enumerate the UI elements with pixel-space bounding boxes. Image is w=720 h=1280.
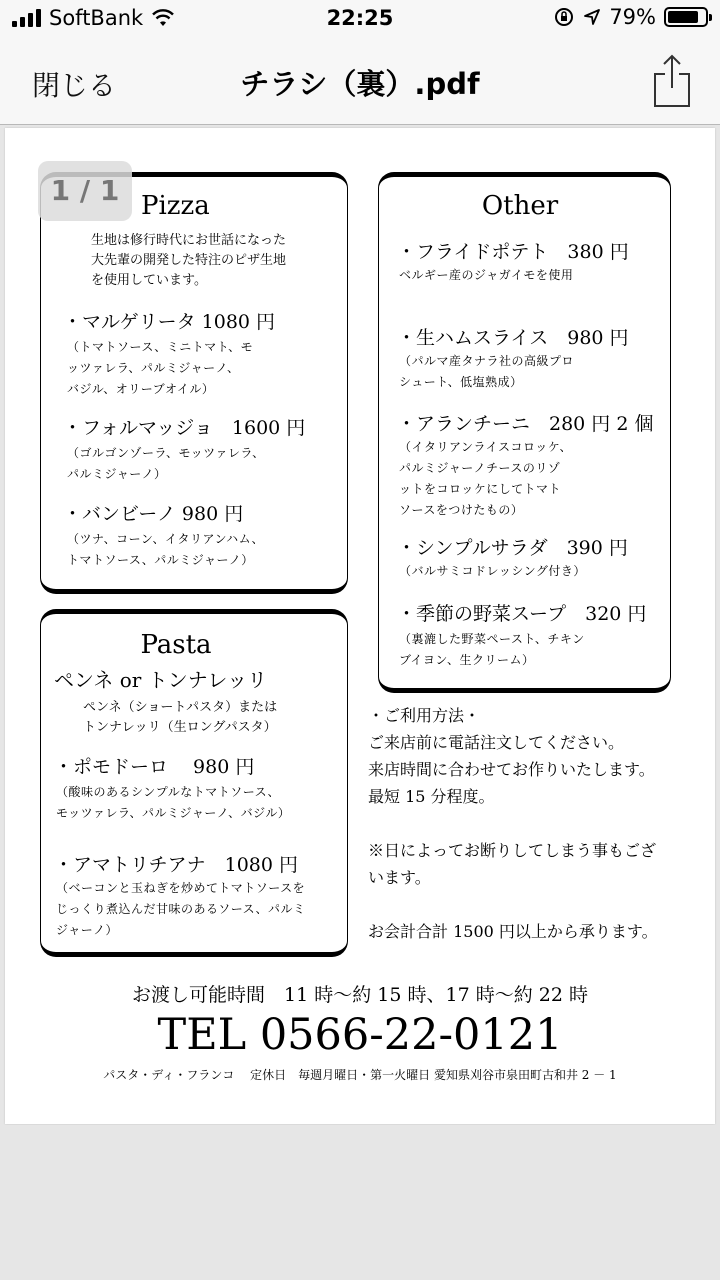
usage-minimum: お会計合計 1500 円以上から承ります。: [368, 922, 658, 941]
pasta-section: [40, 609, 348, 957]
document-title: チラシ（裏）.pdf: [240, 67, 480, 101]
clock: 22:25: [326, 6, 394, 30]
usage-line: ご来店前に電話注文してください。: [368, 733, 625, 752]
rotation-lock-icon: [553, 6, 575, 28]
share-icon[interactable]: [652, 54, 692, 108]
other-item-name: ・アランチーニ 280 円 2 個: [397, 413, 654, 435]
desc-line: （バルサミコドレッシング付き）: [399, 564, 586, 578]
desc-line: ブイヨン、生クリーム）: [399, 653, 535, 667]
desc-line: トマトソース、パルミジャーノ）: [67, 553, 254, 567]
desc-line: じっくり煮込んだ甘味のあるソース、パルミ: [56, 902, 306, 916]
pizza-section: [40, 172, 348, 594]
usage-title: ・ご利用方法・: [368, 706, 481, 725]
desc-line: ットをコロッケにしてトマト: [399, 482, 562, 496]
desc-line: モッツァレラ、パルミジャーノ、バジル）: [56, 806, 291, 820]
pizza-intro: [91, 231, 341, 291]
desc-line: （酸味のあるシンプルなトマトソース、: [56, 785, 280, 799]
desc-line: （パルマ産タナラ社の高級プロ: [399, 354, 575, 368]
store-address: パスタ・ディ・フランコ 定休日 毎週月曜日・第一火曜日 愛知県刈谷市泉田町古和井 2 － 1: [103, 1068, 617, 1082]
desc-line: バジル、オリーブオイル）: [67, 382, 215, 396]
pizza-intro-line: 大先輩の開発した特注のピザ生地: [91, 253, 287, 268]
pizza-intro-line: を使用しています。: [91, 273, 207, 288]
desc-line: パルミジャーノ）: [67, 467, 167, 481]
other-item-desc: [399, 437, 572, 521]
desc-line: （ゴルゴンゾーラ、モッツァレラ、: [67, 446, 265, 460]
usage-note: ※日によってお断りしてしまう事もござ: [368, 841, 657, 860]
desc-line: （裏漉した野菜ペースト、チキン: [399, 632, 585, 646]
location-icon: [583, 8, 601, 26]
pasta-intro: [83, 698, 333, 738]
pizza-item-name: ・マルゲリータ 1080 円: [63, 311, 276, 333]
close-button[interactable]: 閉じる: [32, 69, 117, 102]
desc-line: （ツナ、コーン、イタリアンハム、: [67, 532, 265, 546]
other-item-desc: [399, 629, 585, 671]
nav-bar: [0, 40, 720, 125]
desc-line: ジャーノ）: [56, 923, 119, 937]
other-item-name: ・フライドポテト 380 円: [397, 241, 629, 263]
battery-percent: 79%: [609, 5, 656, 29]
other-item-name: ・季節の野菜スープ 320 円: [397, 603, 647, 625]
usage-note: います。: [368, 868, 431, 887]
desc-line: ソースをつけたもの）: [399, 503, 524, 517]
pasta-item-name: ・ポモドーロ 980 円: [54, 756, 255, 778]
pasta-subtitle: ペンネ or トンナレッリ: [54, 668, 268, 692]
viewer-background: [0, 1125, 720, 1280]
pizza-intro-line: 生地は修行時代にお世話になった: [91, 233, 287, 248]
pasta-title: Pasta: [140, 630, 212, 660]
other-item-desc: [399, 351, 574, 393]
desc-line: パルミジャーノチースのリゾ: [399, 461, 561, 475]
desc-line: （トマトソース、ミニトマト、モ: [67, 340, 254, 354]
pizza-item-desc: [67, 443, 265, 485]
pizza-item-desc: [67, 337, 253, 400]
other-title: Other: [481, 191, 559, 221]
pasta-intro-line: トンナレッリ（生ロングパスタ）: [83, 720, 277, 735]
pasta-intro-line: ペンネ（ショートパスタ）または: [83, 700, 278, 715]
desc-line: （イタリアンライスコロッケ、: [399, 440, 572, 454]
other-item-desc: [399, 561, 586, 582]
carrier-label: SoftBank: [49, 6, 144, 30]
status-bar: [0, 0, 720, 40]
usage-section: [368, 702, 703, 945]
pasta-item-name: ・アマトリチアナ 1080 円: [54, 854, 299, 876]
pdf-page: [5, 128, 715, 1124]
pizza-item-name: ・バンビーノ 980 円: [63, 503, 244, 525]
usage-line: 来店時間に合わせてお作りいたします。: [368, 760, 655, 779]
other-section: [378, 172, 671, 693]
other-item-name: ・シンプルサラダ 390 円: [397, 537, 628, 559]
pizza-item-desc: [67, 529, 264, 571]
phone-number: TEL 0566-22-0121: [157, 1010, 563, 1060]
desc-line: ッツァレラ、パルミジャーノ、: [67, 361, 240, 375]
pizza-item-name: ・フォルマッジョ 1600 円: [63, 417, 306, 439]
desc-line: （ベーコンと玉ねぎを炒めてトマトソースを: [56, 881, 306, 895]
pickup-hours: お渡し可能時間 11 時〜約 15 時、17 時〜約 22 時: [132, 984, 588, 1006]
other-item-name: ・生ハムスライス 980 円: [397, 327, 629, 349]
usage-line: 最短 15 分程度。: [368, 787, 495, 806]
pasta-item-desc: [56, 782, 290, 824]
page-indicator: 1 / 1: [38, 161, 132, 221]
desc-line: シュート、低塩熟成）: [399, 375, 523, 389]
pizza-title: Pizza: [141, 191, 210, 221]
status-right: [553, 5, 708, 29]
desc-line: ベルギー産のジャガイモを使用: [399, 268, 574, 282]
other-item-desc: [399, 265, 573, 286]
pasta-item-desc: [56, 878, 306, 941]
battery-icon: [664, 7, 708, 27]
